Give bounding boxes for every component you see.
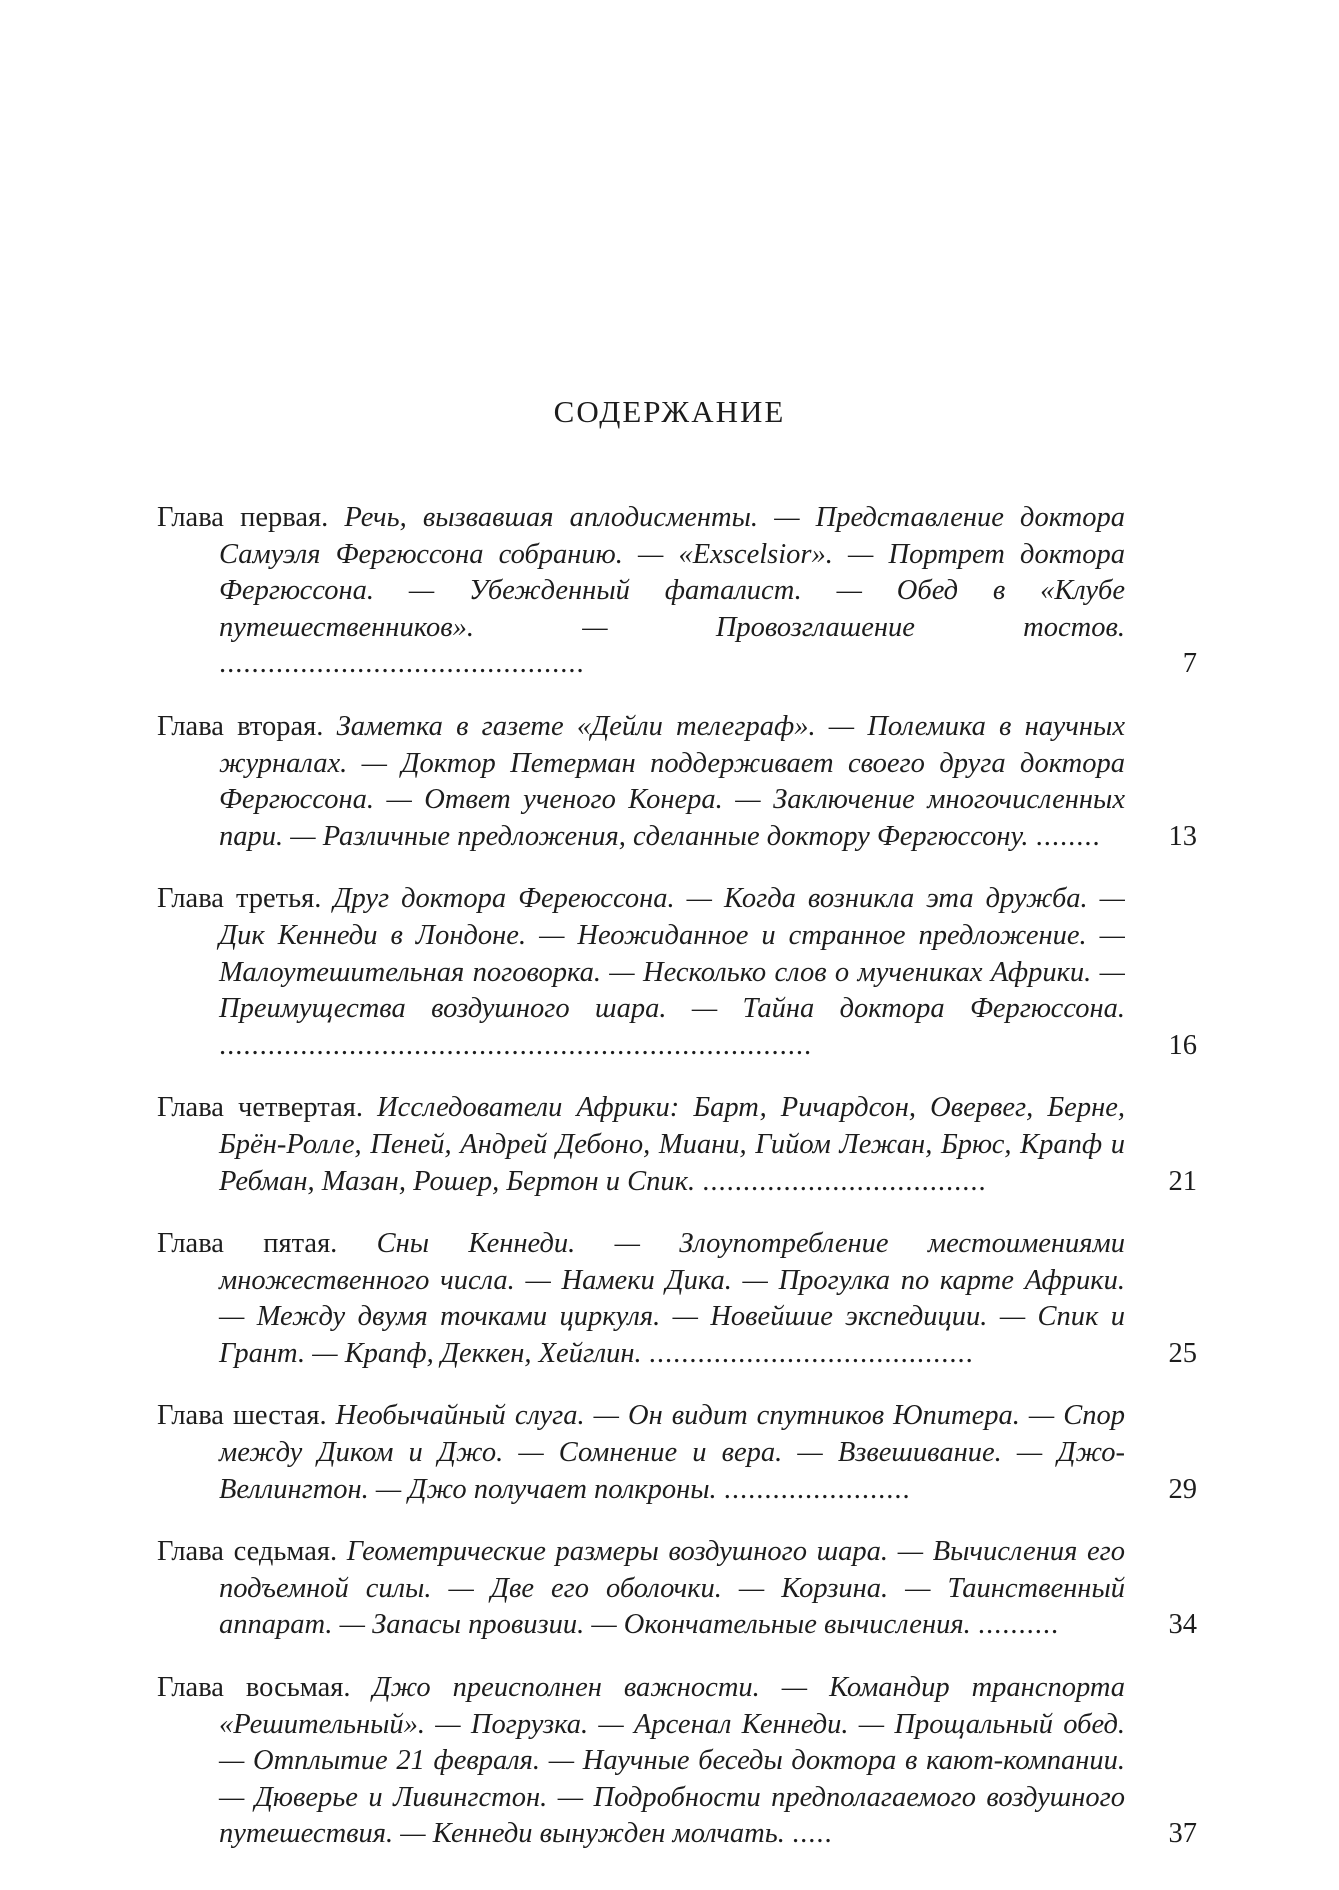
chapter-description: Заметка в газете «Дейли телеграф». — Полемика в научных журналах. — Доктор Петерман поддерживает своего друга доктора Фергюссона. — Ответ ученого Конера. — Заключение многочисленных пари. — Различные предложения, сделанные доктору Фергюссону. bbox=[219, 710, 1125, 852]
page-number: 21 bbox=[1168, 1165, 1197, 1197]
dot-leader: ................................... bbox=[702, 1165, 987, 1197]
toc-entry-text bbox=[157, 1670, 1125, 1853]
page-number: 25 bbox=[1168, 1337, 1197, 1369]
toc-entry-text bbox=[157, 1398, 1125, 1508]
dot-leader: ........ bbox=[1035, 820, 1101, 852]
chapter-description: Речь, вызвавшая аплодисменты. — Представление доктора Самуэля Фергюссона собранию. — «Exscelsior». — Портрет доктора Фергюссона. — Убежденный фаталист. — Обед в «Клубе путешественников». — Провозглашение тостов. bbox=[219, 502, 1125, 643]
toc-entry-chapter-7[interactable] bbox=[157, 1534, 1197, 1644]
page-number: 29 bbox=[1168, 1473, 1197, 1505]
toc-entry-chapter-8[interactable] bbox=[157, 1670, 1197, 1853]
page-number: 34 bbox=[1168, 1609, 1197, 1641]
toc-entry-chapter-2[interactable] bbox=[157, 709, 1197, 855]
page-number: 16 bbox=[1168, 1029, 1197, 1061]
table-of-contents bbox=[157, 500, 1197, 1879]
toc-entry-text bbox=[157, 1090, 1125, 1200]
chapter-description: Геометрические размеры воздушного шара. — Вычисления его подъемной силы. — Две его оболочки. — Корзина. — Таинственный аппарат. — Запасы провизии. — Окончательные вычисления. bbox=[219, 1536, 1125, 1641]
toc-entry-text bbox=[157, 1226, 1125, 1372]
chapter-label: Глава первая. bbox=[157, 502, 329, 533]
page-number: 13 bbox=[1168, 820, 1197, 852]
page-title: СОДЕРЖАНИЕ bbox=[553, 394, 786, 429]
chapter-label: Глава вторая. bbox=[157, 710, 324, 742]
chapter-label: Глава пятая. bbox=[157, 1228, 338, 1260]
page-number: 7 bbox=[1182, 648, 1197, 680]
chapter-label: Глава четвертая. bbox=[157, 1092, 363, 1124]
dot-leader: ..... bbox=[791, 1818, 833, 1850]
chapter-description: Необычайный слуга. — Он видит спутников Юпитера. — Спор между Диком и Джо. — Сомнение и вера. — Взвешивание. — Джо-Веллингтон. — Джо получает полкроны. bbox=[219, 1400, 1125, 1505]
chapter-description: Исследователи Африки: Барт, Ричардсон, Овервег, Берне, Брён-Ролле, Пеней, Андрей Дебоно, Миани, Гийом Лежан, Брюс, Крапф и Ребман, Мазан, Рошер, Бертон и Спик. bbox=[219, 1092, 1125, 1197]
toc-entry-chapter-4[interactable] bbox=[157, 1090, 1197, 1200]
dot-leader: .......... bbox=[977, 1609, 1060, 1641]
toc-entry-chapter-6[interactable] bbox=[157, 1398, 1197, 1508]
dot-leader: ........................................ bbox=[648, 1337, 974, 1369]
chapter-label: Глава восьмая. bbox=[157, 1672, 351, 1704]
dot-leader: ....................... bbox=[723, 1473, 911, 1505]
toc-entry-chapter-1[interactable] bbox=[157, 500, 1197, 683]
chapter-description: Сны Кеннеди. — Злоупотребление местоимениями множественного числа. — Намеки Дика. — Прогулка по карте Африки. — Между двумя точками циркуля. — Новейшие экспедиции. — Спик и Грант. — Крапф, Деккен, Хейглин. bbox=[219, 1228, 1125, 1369]
dot-leader: ......................................................................... bbox=[219, 1029, 813, 1061]
toc-entry-text bbox=[157, 881, 1125, 1064]
chapter-description: Друг доктора Фереюссона. — Когда возникла эта дружба. — Дик Кеннеди в Лондоне. — Неожиданное и странное предложение. — Малоутешительная поговорка. — Несколько слов о мучениках Африки. — Преимущества воздушного шара. — Тайна доктора Фергюссона. bbox=[219, 883, 1125, 1025]
toc-entry-text bbox=[157, 500, 1125, 683]
page-number: 37 bbox=[1168, 1818, 1197, 1850]
chapter-label: Глава седьмая. bbox=[157, 1536, 338, 1568]
toc-entry-chapter-5[interactable] bbox=[157, 1226, 1197, 1372]
dot-leader: ............................................. bbox=[219, 648, 585, 680]
chapter-label: Глава третья. bbox=[157, 883, 322, 915]
toc-entry-chapter-3[interactable] bbox=[157, 881, 1197, 1064]
toc-entry-text bbox=[157, 709, 1125, 855]
chapter-description: Джо преисполнен важности. — Командир транспорта «Решительный». — Погрузка. — Арсенал Кеннеди. — Прощальный обед. — Отплытие 21 февраля. — Научные беседы доктора в кают-компании. — Дюверье и Ливингстон. — Подробности предполагаемого воздушного путешествия. — Кеннеди вынужден молчать. bbox=[219, 1672, 1125, 1850]
chapter-label: Глава шестая. bbox=[157, 1400, 327, 1432]
toc-entry-text bbox=[157, 1534, 1125, 1644]
